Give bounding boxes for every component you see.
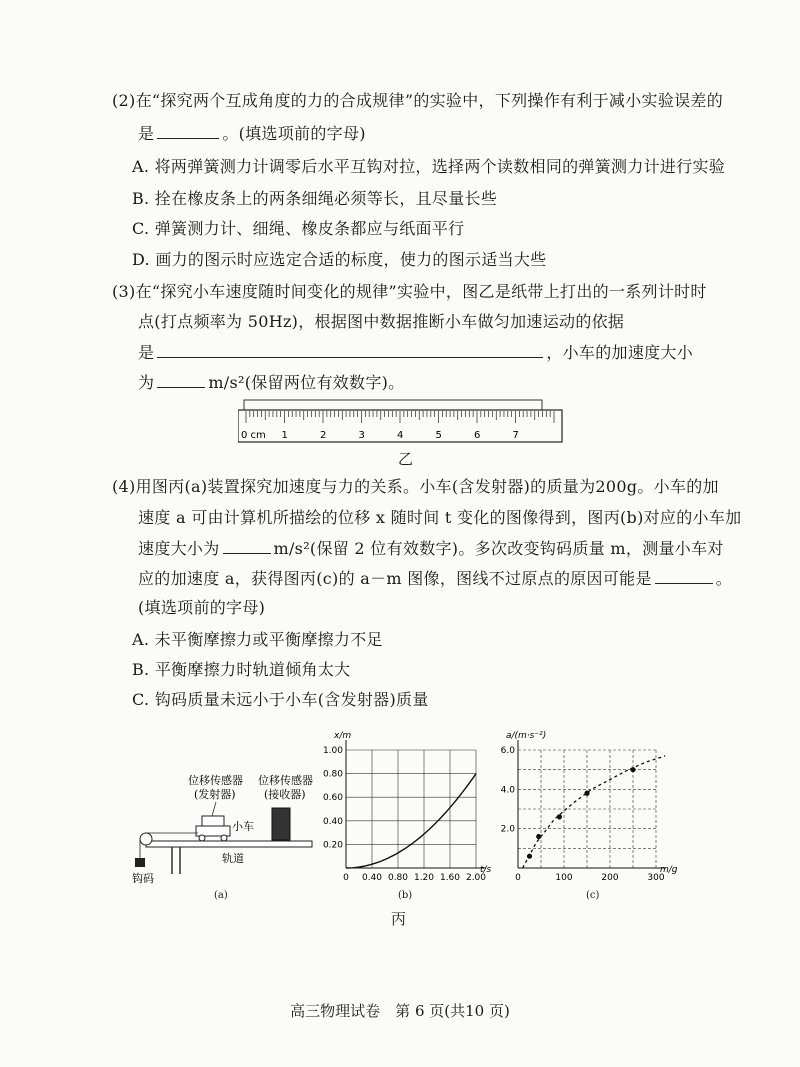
track-label: 轨道 <box>222 852 244 865</box>
sensor-tx-label-2: (发射器) <box>194 788 236 801</box>
x-axis-label: m/g <box>660 865 678 875</box>
transmitter <box>202 816 224 826</box>
q3-basis-blank[interactable] <box>157 341 543 358</box>
cart-label: 小车 <box>232 820 254 833</box>
y-tick-label: 0.40 <box>322 816 343 827</box>
q4-option-c: C. 钩码质量未远小于小车(含发射器)质量 <box>132 690 429 709</box>
q2-option-a: A. 将两弹簧测力计调零后水平互钩对拉，选择两个读数相同的弹簧测力计进行实验 <box>132 157 726 176</box>
data-point <box>527 854 532 859</box>
y-tick-label: 0.80 <box>322 769 343 780</box>
q2-answer-blank[interactable] <box>157 122 219 139</box>
q2-line2-post: 。(填选项前的字母) <box>222 124 366 143</box>
fig-b-caption: (b) <box>398 890 413 901</box>
q4-line1: (4)用图丙(a)装置探究加速度与力的关系。小车(含发射器)的质量为200g。小车的加 <box>112 477 719 496</box>
q4-option-a: A. 未平衡摩擦力或平衡摩擦力不足 <box>132 630 383 649</box>
q4-line3-pre: 速度大小为 <box>138 539 220 558</box>
q2-line2 <box>138 122 366 145</box>
cart-wheel-right <box>221 835 227 841</box>
q2-option-d: D. 画力的图示时应选定合适的标度，使力的图示适当大些 <box>132 250 547 269</box>
q2-option-c: C. 弹簧测力计、细绳、橡皮条都应与纸面平行 <box>132 219 465 238</box>
q3-line1: (3)在“探究小车速度随时间变化的规律”实验中，图乙是纸带上打出的一系列计时时 <box>112 282 707 301</box>
q3-line3-post: ，小车的加速度大小 <box>546 343 694 362</box>
x-tick-label: 1.60 <box>439 873 461 883</box>
weight-label: 钩码 <box>132 872 154 885</box>
ruler-label: 6 <box>474 430 481 441</box>
q4-line5: (填选项前的字母) <box>138 598 266 617</box>
x-tick-label: 2.00 <box>465 873 487 883</box>
x-tick-label: 0.80 <box>387 873 409 883</box>
y-tick-label: 1.00 <box>322 746 343 756</box>
apparatus-figure <box>132 770 322 900</box>
x-tick-label: 100 <box>555 873 573 883</box>
ruler-unit: 0 cm <box>241 430 266 441</box>
q4-line4-pre: 应的加速度 a，获得图丙(c)的 a－m 图像，图线不过原点的原因可能是 <box>138 569 652 588</box>
q3-line3 <box>138 341 693 364</box>
y-tick-label: 6.0 <box>500 746 515 756</box>
ruler-ticks <box>246 411 554 423</box>
y-tick-label: 2.0 <box>500 824 515 835</box>
q4-line3 <box>138 537 724 560</box>
ruler-label: 1 <box>281 430 288 441</box>
track <box>146 841 312 847</box>
chart-c <box>494 728 684 888</box>
q3-line3-pre: 是 <box>138 343 155 362</box>
fig-a-caption: (a) <box>214 890 228 901</box>
cart-body <box>196 826 230 836</box>
q3-accel-blank[interactable] <box>157 371 205 388</box>
ruler-label: 2 <box>320 430 327 441</box>
ruler-label: 5 <box>435 430 442 441</box>
y-axis-label: x/m <box>334 731 352 741</box>
q3-line2: 点(打点频率为 50Hz)，根据图中数据推断小车做匀加速运动的依据 <box>138 312 625 331</box>
x-axis-label: t/s <box>480 865 492 875</box>
q4-answer-blank[interactable] <box>655 567 713 584</box>
ruler-svg <box>238 398 568 448</box>
y-tick-label: 4.0 <box>500 785 515 796</box>
ruler-label: 7 <box>512 430 519 441</box>
data-point <box>630 767 635 772</box>
ruler-label: 3 <box>358 430 365 441</box>
fig-label-yi: 乙 <box>398 450 414 468</box>
y-axis-label: a/(m·s⁻²) <box>506 731 547 741</box>
q4-line2: 速度 a 可由计算机所描绘的位移 x 随时间 t 变化的图像得到，图丙(b)对应的小车加 <box>138 508 742 527</box>
q3-line4-post: m/s²(保留两位有效数字)。 <box>208 373 405 392</box>
x-tick-label: 0 <box>515 873 521 883</box>
page-footer: 高三物理试卷 第 6 页(共10 页) <box>290 1002 510 1020</box>
ruler-label: 4 <box>397 430 404 441</box>
ruler-labels <box>282 430 519 441</box>
x-tick-label: 1.20 <box>413 873 435 883</box>
paper-tape <box>244 400 542 410</box>
data-point <box>536 834 541 839</box>
sensor-rx-label-2: (接收器) <box>264 788 306 801</box>
a-m-trend-line <box>523 756 666 868</box>
sensor-tx-label-1: 位移传感器 <box>188 774 243 787</box>
x-tick-label: 200 <box>601 873 619 883</box>
x-tick-label: 0 <box>343 873 349 883</box>
q4-option-b: B. 平衡摩擦力时轨道倾角太大 <box>132 660 351 679</box>
sensor-rx-label-1: 位移传感器 <box>258 774 313 787</box>
q3-line4 <box>138 371 405 394</box>
y-tick-label: 0.60 <box>322 793 343 804</box>
fig-c-caption: (c) <box>586 890 600 901</box>
fig-label-bing: 丙 <box>391 910 407 928</box>
q3-line4-pre: 为 <box>138 373 155 392</box>
y-tick-label: 0.20 <box>322 840 343 851</box>
q2-line1: (2)在“探究两个互成角度的力的合成规律”的实验中，下列操作有利于减小实验误差的 <box>112 91 724 110</box>
q4-line4-post: 。 <box>715 569 733 588</box>
q4-accel-blank[interactable] <box>223 537 271 554</box>
q2-line2-pre: 是 <box>138 124 155 143</box>
data-point <box>584 791 589 796</box>
q4-line3-post: m/s²(保留 2 位有效数字)。多次改变钩码质量 m，测量小车对 <box>273 539 724 558</box>
q4-line4 <box>138 567 732 590</box>
x-tick-label: 300 <box>647 873 665 883</box>
ruler-figure <box>238 398 568 448</box>
chart-b <box>318 728 508 888</box>
data-point <box>557 814 562 819</box>
hook-weight <box>135 858 145 867</box>
tx-pointer <box>212 802 216 816</box>
x-tick-label: 0.40 <box>361 873 383 883</box>
receiver <box>272 808 290 840</box>
cart-wheel-left <box>199 835 205 841</box>
pulley <box>140 833 152 845</box>
q2-option-b: B. 拴在橡皮条上的两条细绳必须等长，且尽量长些 <box>132 189 498 208</box>
